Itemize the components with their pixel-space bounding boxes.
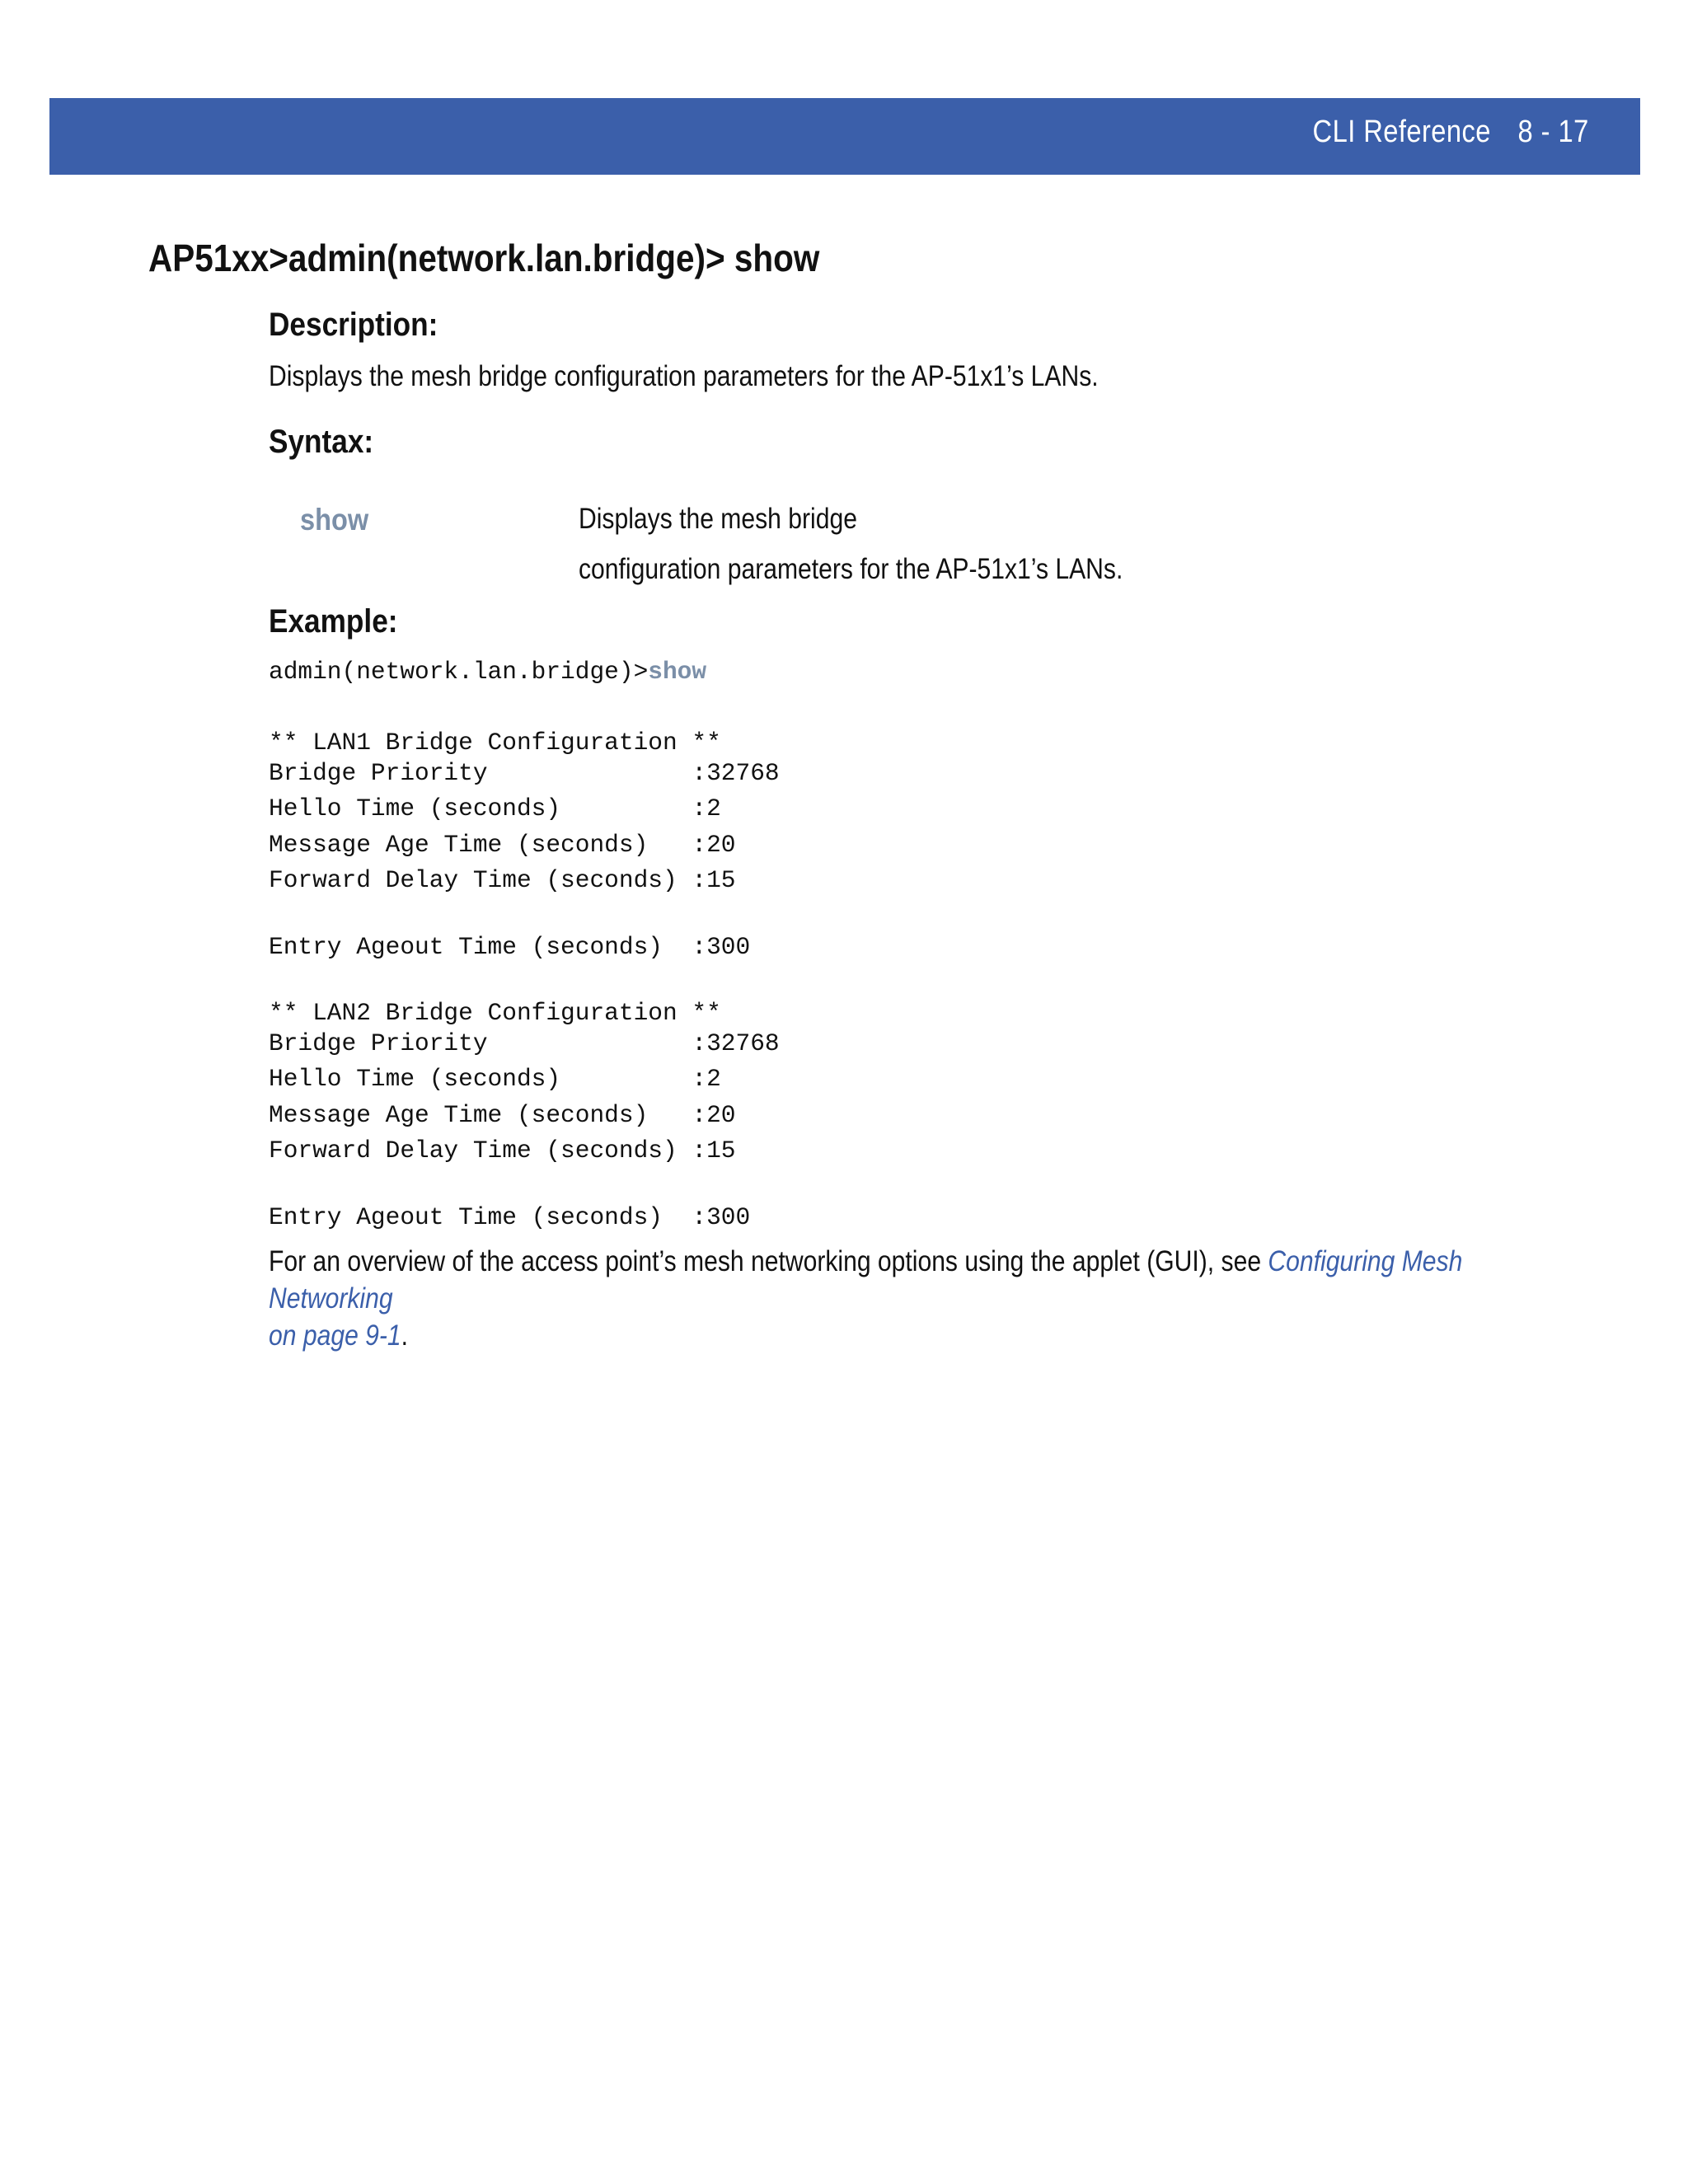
overview-period: .: [401, 1319, 409, 1352]
page-number: 8 - 17: [1517, 115, 1589, 149]
lan2-message-age-time: Message Age Time (seconds) :20: [269, 1101, 736, 1129]
lan2-hello-time: Hello Time (seconds) :2: [269, 1065, 721, 1093]
overview-paragraph: [269, 1243, 1545, 1354]
description-text: Displays the mesh bridge configuration parameters for the AP-51x1’s LANs.: [269, 360, 1099, 392]
syntax-description-line-1: Displays the mesh bridge: [579, 503, 857, 535]
lan1-hello-time: Hello Time (seconds) :2: [269, 794, 721, 823]
running-header: [1313, 115, 1589, 150]
lan1-title: ** LAN1 Bridge Configuration **: [269, 729, 721, 757]
cross-reference-line-1: Configuring Mesh Networking: [269, 1245, 1463, 1315]
lan1-entry-ageout-time: Entry Ageout Time (seconds) :300: [269, 933, 751, 961]
description-heading: Description:: [269, 307, 438, 343]
command-title: AP51xx>admin(network.lan.bridge)> show: [148, 237, 820, 279]
syntax-heading: Syntax:: [269, 424, 374, 460]
lan2-title: ** LAN2 Bridge Configuration **: [269, 999, 721, 1027]
cross-reference-line-2: on page 9-1: [269, 1319, 401, 1352]
lan1-message-age-time: Message Age Time (seconds) :20: [269, 831, 736, 859]
lan2-entry-ageout-time: Entry Ageout Time (seconds) :300: [269, 1203, 751, 1231]
lan1-forward-delay-time: Forward Delay Time (seconds) :15: [269, 866, 736, 894]
syntax-keyword: show: [300, 503, 369, 537]
overview-text: For an overview of the access point’s mesh networking options using the applet (GUI), see: [269, 1245, 1268, 1277]
page-header-bar: [49, 98, 1640, 175]
chapter-title: CLI Reference: [1312, 115, 1492, 149]
example-command: show: [648, 658, 707, 686]
lan1-bridge-priority: Bridge Priority :32768: [269, 759, 780, 787]
lan2-bridge-priority: Bridge Priority :32768: [269, 1029, 780, 1057]
example-prompt-line: [269, 658, 706, 686]
lan2-forward-delay-time: Forward Delay Time (seconds) :15: [269, 1137, 736, 1165]
example-prompt: admin(network.lan.bridge)>: [269, 658, 649, 686]
example-heading: Example:: [269, 603, 398, 640]
syntax-description-line-2: configuration parameters for the AP-51x1’s LANs.: [579, 553, 1123, 585]
